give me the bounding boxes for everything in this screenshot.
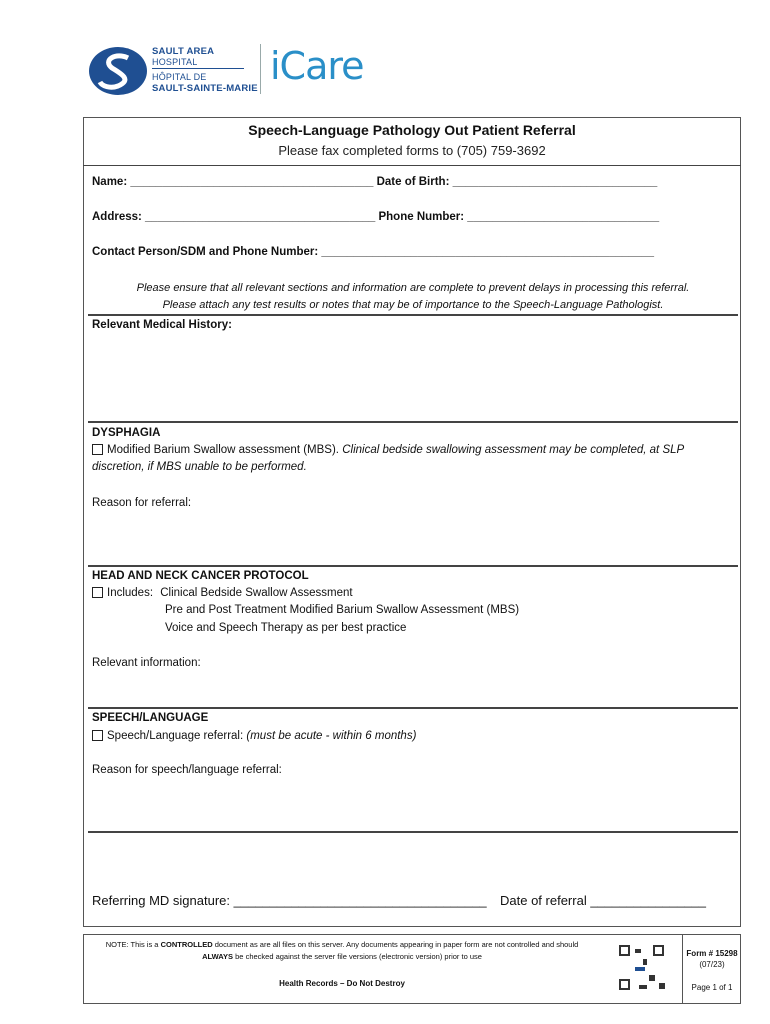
head-neck-item-2: Pre and Post Treatment Modified Barium Swallow Assessment (MBS) [165,604,520,616]
controlled-document-note [92,939,592,963]
speech-language-checkbox[interactable] [92,730,103,741]
section-divider [88,565,738,567]
qr-code-icon [619,945,667,993]
hospital-swirl-icon [88,46,148,96]
head-neck-option[interactable] [92,587,353,599]
referral-date-field[interactable]: Date of referral ________________ [500,893,706,908]
instructions-note-2: Please attach any test results or notes that may be of importance to the Speech-Language Pathologist. [162,299,664,311]
dysphagia-checkbox[interactable] [92,444,103,455]
title-divider [83,165,741,166]
section-divider [88,831,738,833]
speech-language-option-note: (must be acute - within 6 months) [246,730,417,742]
section-divider [88,314,738,316]
head-neck-item-1: Clinical Bedside Swallow Assessment [160,587,353,599]
logo-separator [260,44,261,94]
form-number-box [682,935,741,1003]
head-neck-checkbox[interactable] [92,587,103,598]
includes-label: Includes: [107,587,154,599]
dysphagia-option-label: Modified Barium Swallow assessment (MBS). [107,444,339,456]
note-controlled: CONTROLLED [160,940,213,949]
speech-language-option[interactable] [92,730,416,742]
speech-language-heading: SPEECH/LANGUAGE [92,712,209,724]
document-footer [83,934,741,1004]
hospital-en-2: HOSPITAL [152,57,198,67]
head-neck-info-label: Relevant information: [92,657,201,669]
address-phone-field[interactable]: Address: ____________________________________ Phone Number: ______________________________ [92,211,660,223]
dysphagia-option-note: Clinical bedside swallowing assessment may be completed, at SLP [342,444,685,456]
contact-person-field[interactable]: Contact Person/SDM and Phone Number: ____________________________________________________ [92,246,654,258]
note-suffix: be checked against the server file versions (electronic version) prior to use [235,952,482,961]
hospital-fr-2: SAULT-SAINTE-MARIE [152,83,258,94]
note-always: ALWAYS [202,952,234,961]
speech-language-option-label: Speech/Language referral: [107,730,244,742]
form-subtitle: Please fax completed forms to (705) 759-3692 [278,143,546,158]
medical-history-label: Relevant Medical History: [92,319,232,331]
hospital-logo [88,40,378,100]
hospital-name [152,46,258,94]
dysphagia-option-note-2: discretion, if MBS unable to be performed. [92,461,307,473]
section-divider [88,421,738,423]
form-revision: (07/23) [699,960,725,969]
form-title: Speech-Language Pathology Out Patient Referral [248,122,576,138]
dysphagia-option[interactable] [92,444,684,456]
hospital-fr-1: HÔPITAL DE [152,72,207,82]
note-mid: document as are all files on this server. Any documents appearing in paper form are not controlled and should [214,940,579,949]
instructions-note-1: Please ensure that all relevant sections and information are complete to prevent delays in processing this referral. [136,282,690,294]
page-number: Page 1 of 1 [691,983,733,992]
dysphagia-heading: DYSPHAGIA [92,427,161,439]
head-neck-heading: HEAD AND NECK CANCER PROTOCOL [92,570,309,582]
referral-form-box [83,117,741,927]
form-number: Form # 15298 [686,949,738,958]
logo-divider [152,68,244,69]
section-divider [88,707,738,709]
note-prefix: NOTE: This is a [105,940,159,949]
dysphagia-reason-label: Reason for referral: [92,497,192,509]
name-dob-field[interactable]: Name: ______________________________________ Date of Birth: ________________________________ [92,176,658,188]
health-records-label: Health Records – Do Not Destroy [279,979,405,988]
hospital-en-1: SAULT AREA [152,46,215,57]
speech-language-reason-label: Reason for speech/language referral: [92,764,282,776]
head-neck-item-3: Voice and Speech Therapy as per best practice [165,622,407,634]
icare-brand: iCare [270,44,364,88]
md-signature-field[interactable]: Referring MD signature: ___________________________________ [92,893,487,908]
